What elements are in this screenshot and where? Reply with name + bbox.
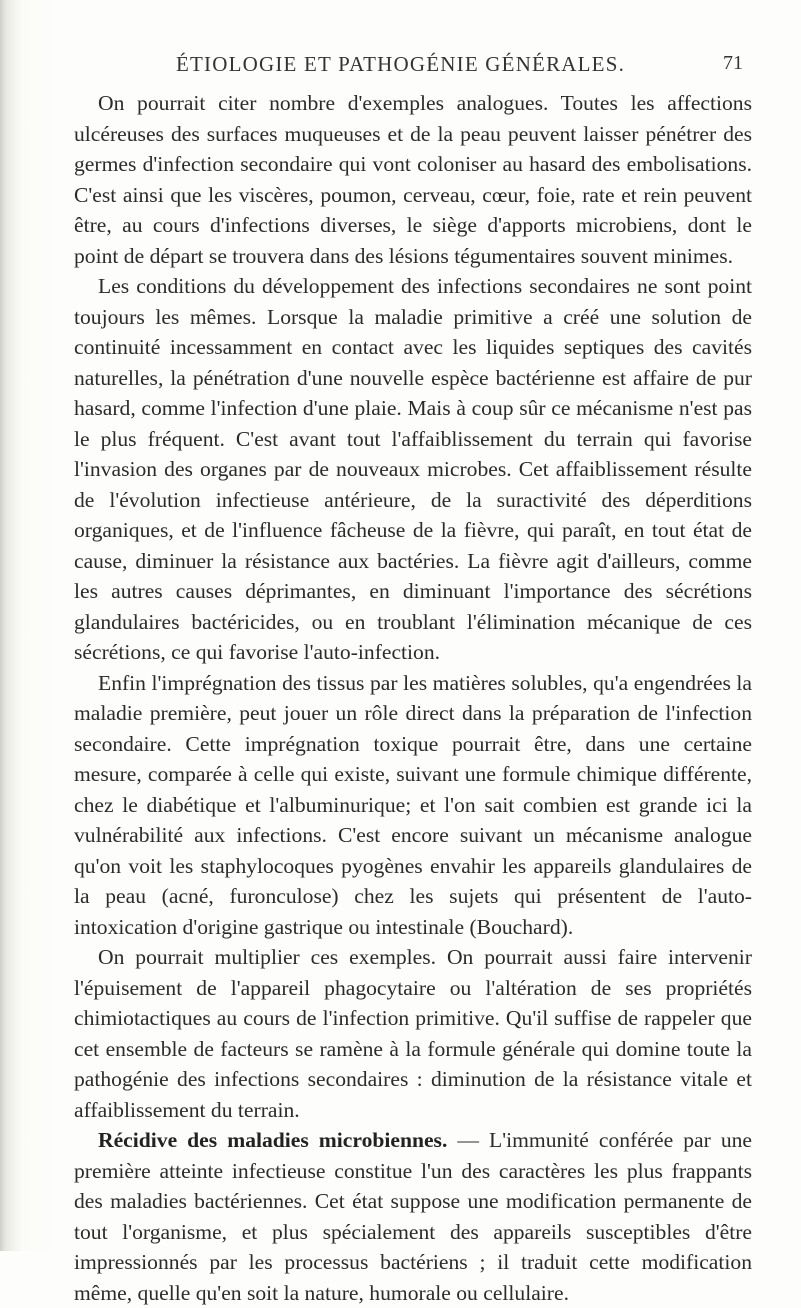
- paragraph-5: [74, 1125, 752, 1308]
- paragraph-4: On pourrait multiplier ces exemples. On pourrait aussi faire intervenir l'épuisement de l'appareil phagocytaire ou l'altération de ses propriétés chimiotactiques au cours de l'infection primitive. Qu'il suffise de rappeler que cet ensemble de facteurs se ramène à la formule générale qui domine toute la pathogénie des infections secondaires : diminution de la résistance vitale et affaiblissement du terrain.: [74, 945, 752, 1122]
- page-number: 71: [723, 52, 743, 74]
- section-heading-recidive: Récidive des maladies microbiennes.: [98, 1128, 448, 1152]
- paragraph-5-text: — L'immunité conférée par une première atteinte infectieuse constitue l'un des caractères les plus frappants des maladies bactériennes. Cet état suppose une modification permanente de tout l'organisme, et plus spécialement des appareils susceptibles d'être impressionnés par les processus bactériens ; il traduit cette modification même, quelle qu'en soit la nature, humorale ou cellulaire.: [74, 1128, 753, 1305]
- running-title: ÉTIOLOGIE ET PATHOGÉNIE GÉNÉRALES.: [175, 52, 626, 76]
- running-head: [0, 52, 801, 76]
- paragraph-1: On pourrait citer nombre d'exemples analogues. Toutes les affections ulcéreuses des surfaces muqueuses et de la peau peuvent laisser pénétrer des germes d'infection secondaire qui vont coloniser au hasard des embolisations. C'est ainsi que les viscères, poumon, cerveau, cœur, foie, rate et rein peuvent être, au cours d'infections diverses, le siège d'apports microbiens, dont le point de départ se trouvera dans des lésions tégumentaires souvent minimes.: [74, 91, 752, 268]
- paragraph-3: Enfin l'imprégnation des tissus par les matières solubles, qu'a engendrées la maladie première, peut jouer un rôle direct dans la préparation de l'infection secondaire. Cette imprégnation toxique pourrait être, dans une certaine mesure, comparée à celle qui existe, suivant une formule chimique différente, chez le diabétique et l'albuminurique; et l'on sait combien est grande ici la vulnérabilité aux infections. C'est encore suivant un mécanisme analogue qu'on voit les staphylocoques pyogènes envahir les appareils glandulaires de la peau (acné, furonculose) chez les sujets qui présentent de l'auto-intoxication d'origine gastrique ou intestinale (Bouchard).: [74, 670, 752, 939]
- paragraph-2: Les conditions du développement des infections secondaires ne sont point toujours les mêmes. Lorsque la maladie primitive a créé une solution de continuité incessamment en contact avec les liquides septiques des cavités naturelles, la pénétration d'une nouvelle espèce bactérienne est affaire de pur hasard, comme l'infection d'une plaie. Mais à coup sûr ce mécanisme n'est pas le plus fréquent. C'est avant tout l'affaiblissement du terrain qui favorise l'invasion des organes par de nouveaux microbes. Cet affaiblissement résulte de l'évolution infectieuse antérieure, de la suractivité des déperditions organiques, et de l'influence fâcheuse de la fièvre, qui paraît, en tout état de cause, diminuer la résistance aux bactéries. La fièvre agit d'ailleurs, comme les autres causes déprimantes, en diminuant l'importance des sécrétions glandulaires bactéricides, ou en troublant l'élimination mécanique de ces sécrétions, ce qui favorise l'auto-infection.: [74, 274, 752, 664]
- body-text: [74, 88, 752, 1308]
